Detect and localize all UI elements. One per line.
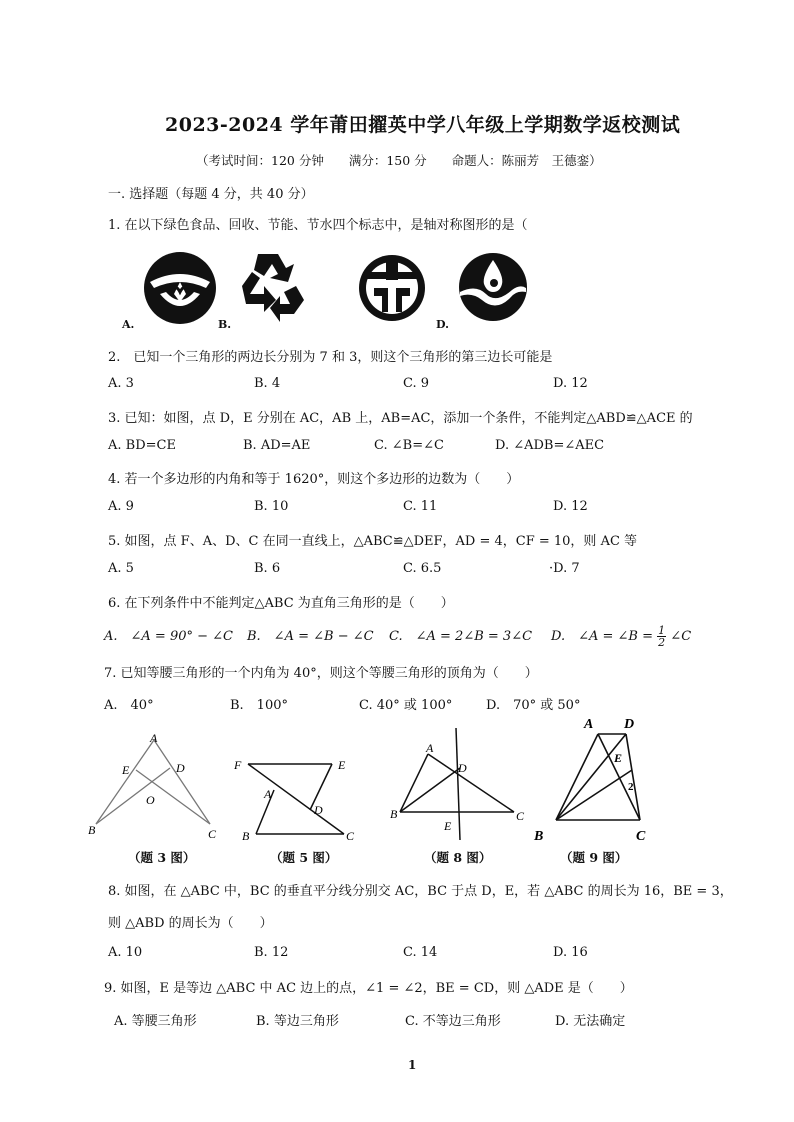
q5-option-c: C. 6.5 [403,561,442,576]
fig8-label-d: D [458,761,467,775]
fig8-label-e: E [444,819,452,833]
logo-label-b: B. [218,318,232,331]
fig8-label-b: B [390,807,398,821]
fig8-label-a: A [426,741,434,755]
fraction-one-half: $\frac{1}{2}$ [658,624,666,649]
q7-option-d: D. 70° 或 50° [486,698,581,713]
fig8-label-c: C [516,809,525,823]
question-9: 9. 如图，E 是等边 △ABC 中 AC 边上的点，∠1 = ∠2，BE = CD，则 △ADE 是（ ） [104,981,633,996]
q7-option-a: A. 40° [104,698,154,713]
q6-option-a: A. ∠A = 90° − ∠C [104,629,233,644]
fig3-label-a: A [150,732,158,745]
q9-option-d: D. 无法确定 [555,1014,626,1029]
fig9-label-b: B [534,829,544,844]
logo-label-d: D. [436,318,449,331]
fig8-caption: （题 8 图） [424,850,492,865]
figure-5 [232,752,362,844]
fig9-label-angle-2: 2 [628,781,634,793]
q4-option-d: D. 12 [553,499,588,514]
q9-option-a: A. 等腰三角形 [114,1014,197,1029]
fig9-label-c: C [636,829,646,844]
q2-option-d: D. 12 [553,376,588,391]
q8-option-c: C. 14 [403,945,438,960]
logo-label-a: A. [122,318,135,331]
q3-option-d: D. ∠ADB=∠AEC [495,438,605,453]
fig9-caption: （题 9 图） [560,850,628,865]
q9-option-c: C. 不等边三角形 [405,1014,501,1029]
q8-option-b: B. 12 [254,945,289,960]
energy-saving-logo-icon [356,252,428,324]
figure-9 [528,712,658,846]
fig5-label-a: A [264,787,272,801]
q2-option-c: C. 9 [403,376,430,391]
question-6: 6. 在下列条件中不能判定△ABC 为直角三角形的是（ ） [108,596,454,611]
q5-option-a: A. 5 [108,561,134,576]
section-heading: 一. 选择题（每题 4 分，共 40 分） [108,187,314,202]
q5-option-d: ·D. 7 [549,561,580,576]
question-3: 3. 已知：如图，点 D，E 分别在 AC，AB 上，AB=AC，添加一个条件，不能判定△ABD≌△ACE 的 [108,411,693,426]
q5-option-b: B. 6 [254,561,281,576]
q8-option-a: A. 10 [108,945,143,960]
figure-3 [84,732,224,844]
recycle-logo-icon [234,246,308,324]
page-number: 1 [408,1058,417,1072]
fig5-label-c: C [346,829,355,843]
figure-8 [386,724,532,844]
fig5-label-d: D [314,803,323,817]
fig3-label-d: D [176,761,185,775]
fig5-label-b: B [242,829,250,843]
q7-option-b: B. 100° [230,698,288,713]
q6-option-b: B. ∠A = ∠B − ∠C [247,629,374,644]
fig9-label-a: A [584,717,594,732]
fig3-label-o: O [146,793,155,807]
q4-option-c: C. 11 [403,499,438,514]
question-8-line2: 则 △ABD 的周长为（ ） [108,916,273,931]
question-7: 7. 已知等腰三角形的一个内角为 40°，则这个等腰三角形的顶角为（ ） [104,666,538,681]
fig5-caption: （题 5 图） [270,850,338,865]
q8-option-d: D. 16 [553,945,588,960]
fig3-label-b: B [88,823,96,837]
fig3-caption: （题 3 图） [128,850,196,865]
question-2: 2. 已知一个三角形的两边长分别为 7 和 3，则这个三角形的第三边长可能是 [108,350,553,365]
fig9-label-d: D [624,717,635,732]
fig9-label-e: E [614,751,623,765]
water-saving-logo-icon [456,250,530,324]
fig5-label-f: F [234,758,242,772]
q9-option-b: B. 等边三角形 [256,1014,339,1029]
q4-option-a: A. 9 [108,499,134,514]
q2-option-a: A. 3 [108,376,134,391]
q3-option-a: A. BD=CE [108,438,176,453]
question-8: 8. 如图，在 △ABC 中，BC 的垂直平分线分别交 AC，BC 于点 D，E，若 △ABC 的周长为 16，BE = 3， [108,884,733,899]
q3-option-b: B. AD=AE [243,438,311,453]
q2-option-b: B. 4 [254,376,281,391]
q4-option-b: B. 10 [254,499,289,514]
q7-option-c: C. 40° 或 100° [359,698,453,713]
green-food-logo-icon [140,248,220,328]
question-5: 5. 如图，点 F、A、D、C 在同一直线上，△ABC≌△DEF，AD = 4，CF = 10，则 AC 等 [108,534,638,549]
page-title: 2023-2024 学年莆田擢英中学八年级上学期数学返校测试 [165,114,681,136]
q3-option-c: C. ∠B=∠C [374,438,444,453]
fig3-label-e: E [122,763,130,777]
exam-info: （考试时间：120 分钟 满分：150 分 命题人：陈丽芳 王德銮） [196,153,602,168]
question-4: 4. 若一个多边形的内角和等于 1620°，则这个多边形的边数为（ ） [108,472,520,487]
question-1: 1. 在以下绿色食品、回收、节能、节水四个标志中，是轴对称图形的是（ [108,218,528,233]
fig5-label-e: E [338,758,346,772]
fig3-label-c: C [208,827,217,841]
q6-option-c: C. ∠A = 2∠B = 3∠C [389,629,533,644]
q6-option-d: D. ∠A = ∠B = $\frac{1}{2}$ ∠C [551,624,692,649]
